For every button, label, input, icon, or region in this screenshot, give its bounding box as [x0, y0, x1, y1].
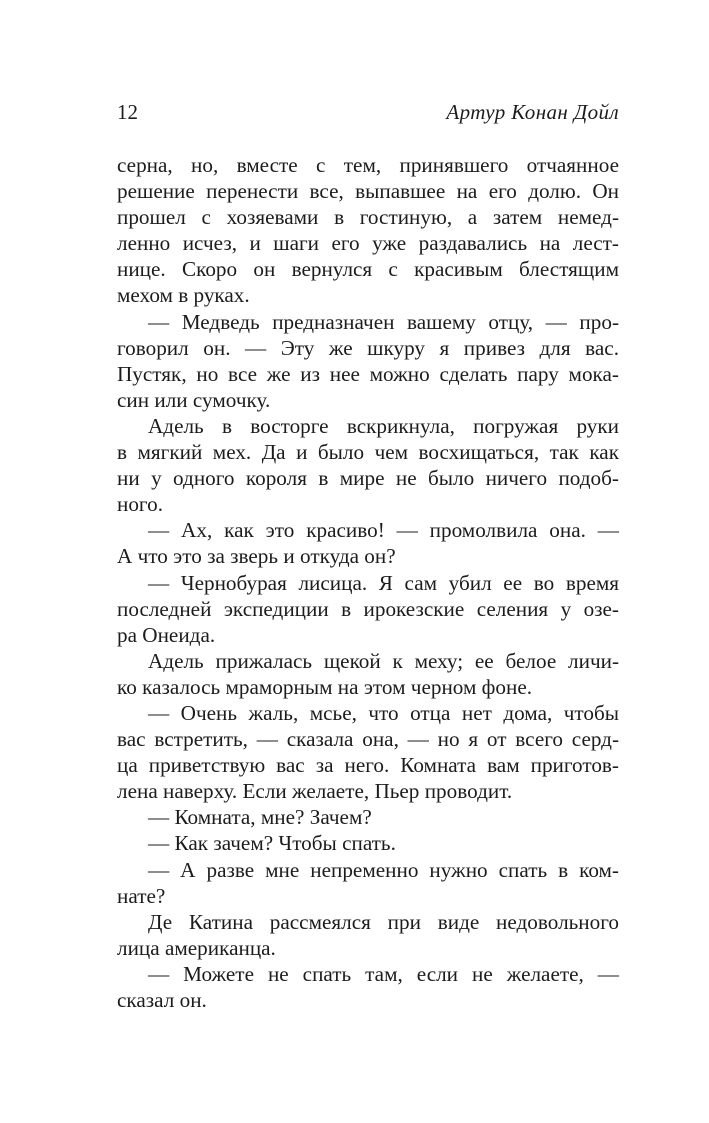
text-line: ца приветствую вас за него. Комната вам приготов-	[117, 753, 619, 778]
text-line: — Как зачем? Чтобы спать.	[148, 831, 396, 856]
text-line: нате?	[117, 883, 166, 908]
page-number: 12	[117, 100, 138, 124]
text-line: Де Катина рассмеялся при виде недовольного	[148, 909, 619, 934]
text-line: последней экспедиции в ирокезские селения у озе-	[117, 596, 619, 621]
text-line: серна, но, вместе с тем, принявшего отчаянное	[117, 153, 619, 177]
text-line: вас встретить, — сказала она, — но я от всего серд-	[117, 727, 619, 752]
text-line: ра Онеида.	[117, 622, 216, 647]
text-line: Адель прижалась щекой к меху; ее белое личи-	[148, 648, 619, 673]
text-line: — Ах, как это красиво! — промолвила она. —	[148, 518, 619, 543]
text-line: лена наверху. Если желаете, Пьер проводит.	[117, 779, 513, 804]
running-head-author: Артур Конан Дойл	[446, 100, 619, 124]
running-head	[117, 97, 619, 127]
text-line: А что это за зверь и откуда он?	[117, 544, 396, 569]
text-line: — Комната, мне? Зачем?	[148, 805, 372, 830]
body-text	[117, 152, 619, 1013]
text-line: Адель в восторге вскрикнула, погружая руки	[148, 413, 619, 438]
text-line: ленно исчез, и шаги его уже раздавались на лест-	[117, 231, 619, 256]
text-line: — Очень жаль, мсье, что отца нет дома, чтобы	[148, 700, 619, 725]
text-line: прошел с хозяевами в гостиную, а затем немед-	[117, 205, 619, 230]
text-line: в мягкий мех. Да и было чем восхищаться, так как	[117, 440, 619, 465]
text-line: син или сумочку.	[117, 387, 271, 412]
text-line: ко казалось мраморным на этом черном фоне.	[117, 674, 533, 699]
text-line: лица американца.	[117, 935, 276, 960]
text-line: говорил он. — Эту же шкуру я привез для вас.	[117, 335, 619, 360]
text-line: — Чернобурая лисица. Я сам убил ее во время	[148, 570, 619, 595]
text-line: решение перенести все, выпавшее на его долю. Он	[117, 179, 619, 204]
text-line: — Можете не спать там, если не желаете, —	[148, 961, 619, 986]
text-line: Пустяк, но все же из нее можно сделать пару мока-	[117, 361, 619, 386]
text-line: — Медведь предназначен вашему отцу, — про-	[148, 309, 619, 334]
text-line: ни у одного короля в мире не было ничего подоб-	[117, 466, 619, 491]
text-line: сказал он.	[117, 988, 207, 1012]
text-line: мехом в руках.	[117, 283, 250, 308]
text-line: — А разве мне непременно нужно спать в ком-	[148, 857, 619, 882]
text-line: ного.	[117, 492, 163, 517]
text-line: нице. Скоро он вернулся с красивым блестящим	[117, 257, 619, 282]
